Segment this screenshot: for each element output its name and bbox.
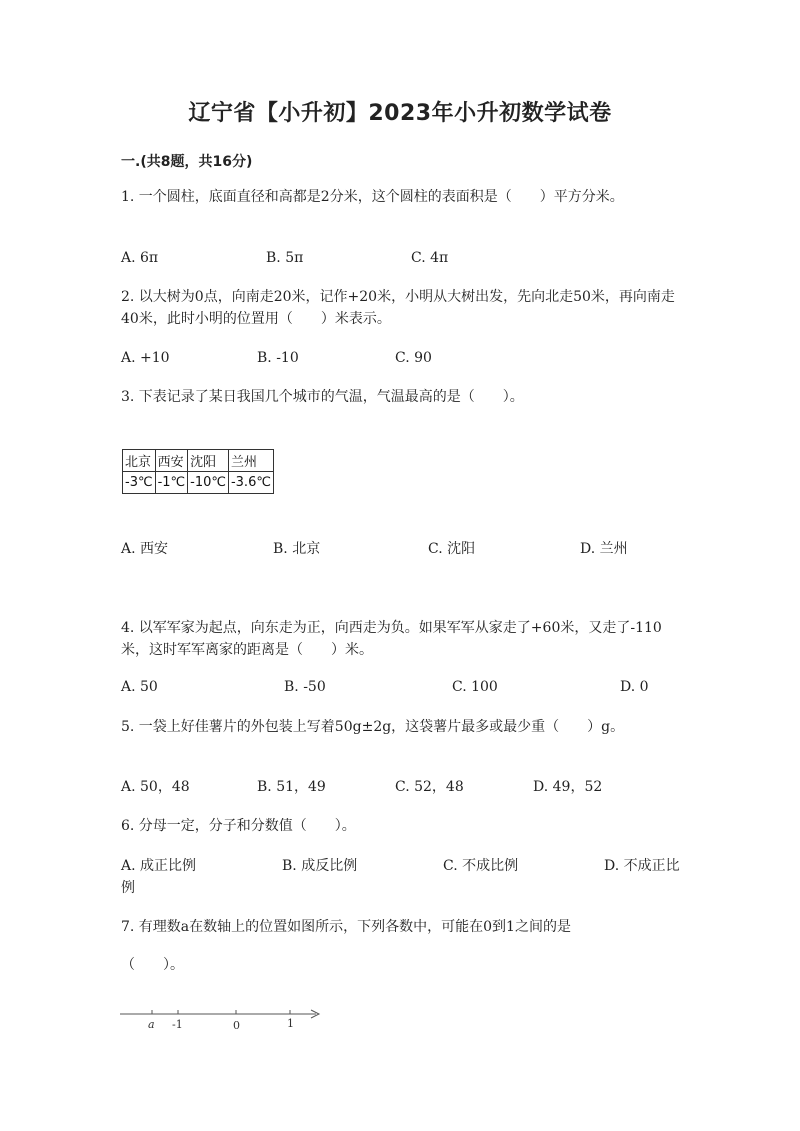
table-cell: 沈阳	[188, 450, 229, 472]
question-4-text: 4. 以军军家为起点，向东走为正，向西走为负。如果军军从家走了+60米，又走了-110米，这时军军离家的距离是（ ）米。	[121, 620, 662, 658]
q2-option-c: C. 90	[395, 350, 432, 366]
q4-option-d: D. 0	[620, 679, 649, 695]
q5-option-b: B. 51，49	[257, 779, 326, 795]
q3-option-c: C. 沈阳	[428, 541, 476, 557]
section-title: 一.(共8题，共16分)	[121, 154, 253, 170]
q3-option-b: B. 北京	[273, 541, 321, 557]
table-cell: 兰州	[228, 450, 273, 472]
q6-option-a: A. 成正比例	[121, 858, 197, 874]
question-6-text: 6. 分母一定，分子和分数值（ ）。	[121, 818, 356, 834]
question-1-text: 1. 一个圆柱，底面直径和高都是2分米，这个圆柱的表面积是（ ）平方分米。	[121, 189, 624, 205]
table-cell: -1℃	[155, 472, 188, 494]
question-5-text: 5. 一袋上好佳薯片的外包装上写着50g±2g，这袋薯片最多或最少重（ ）g。	[121, 719, 625, 735]
q5-option-d: D. 49，52	[533, 779, 603, 795]
q4-option-a: A. 50	[121, 679, 158, 695]
q4-option-c: C. 100	[452, 679, 498, 695]
table-cell: -10℃	[188, 472, 229, 494]
question-7-text-line2: （ ）。	[121, 957, 184, 973]
temperature-table	[122, 449, 274, 494]
q3-option-a: A. 西安	[121, 541, 169, 557]
label-0: 0	[233, 1019, 240, 1032]
table-cell: -3.6℃	[228, 472, 273, 494]
label-1: 1	[287, 1017, 294, 1030]
label-minus-1: -1	[172, 1018, 183, 1031]
table-cell: 西安	[155, 450, 188, 472]
table-row-cities	[123, 450, 274, 472]
table-cell: -3℃	[123, 472, 156, 494]
q2-option-b: B. -10	[257, 350, 299, 366]
q1-option-c: C. 4π	[411, 250, 449, 266]
q3-option-d: D. 兰州	[580, 541, 628, 557]
q1-option-a: A. 6π	[121, 250, 159, 266]
q6-option-b: B. 成反比例	[282, 858, 358, 874]
question-3-text: 3. 下表记录了某日我国几个城市的气温，气温最高的是（ ）。	[121, 389, 524, 405]
q1-option-b: B. 5π	[266, 250, 304, 266]
label-a: a	[148, 1018, 155, 1031]
table-cell: 北京	[123, 450, 156, 472]
q2-option-a: A. +10	[121, 350, 170, 366]
q6-option-c: C. 不成比例	[443, 858, 519, 874]
q5-option-a: A. 50，48	[121, 779, 190, 795]
q5-option-c: C. 52，48	[395, 779, 464, 795]
q4-option-b: B. -50	[284, 679, 326, 695]
number-line-figure	[118, 1004, 328, 1038]
question-7-text: 7. 有理数a在数轴上的位置如图所示，下列各数中，可能在0到1之间的是	[121, 919, 571, 935]
question-2-text: 2. 以大树为0点，向南走20米，记作+20米，小明从大树出发，先向北走50米，再向南走40米，此时小明的位置用（ ）米表示。	[121, 289, 675, 327]
q6-option-d: D. 不成正比例	[121, 858, 680, 896]
page-title: 辽宁省【小升初】2023年小升初数学试卷	[188, 101, 612, 126]
table-row-temps	[123, 472, 274, 494]
